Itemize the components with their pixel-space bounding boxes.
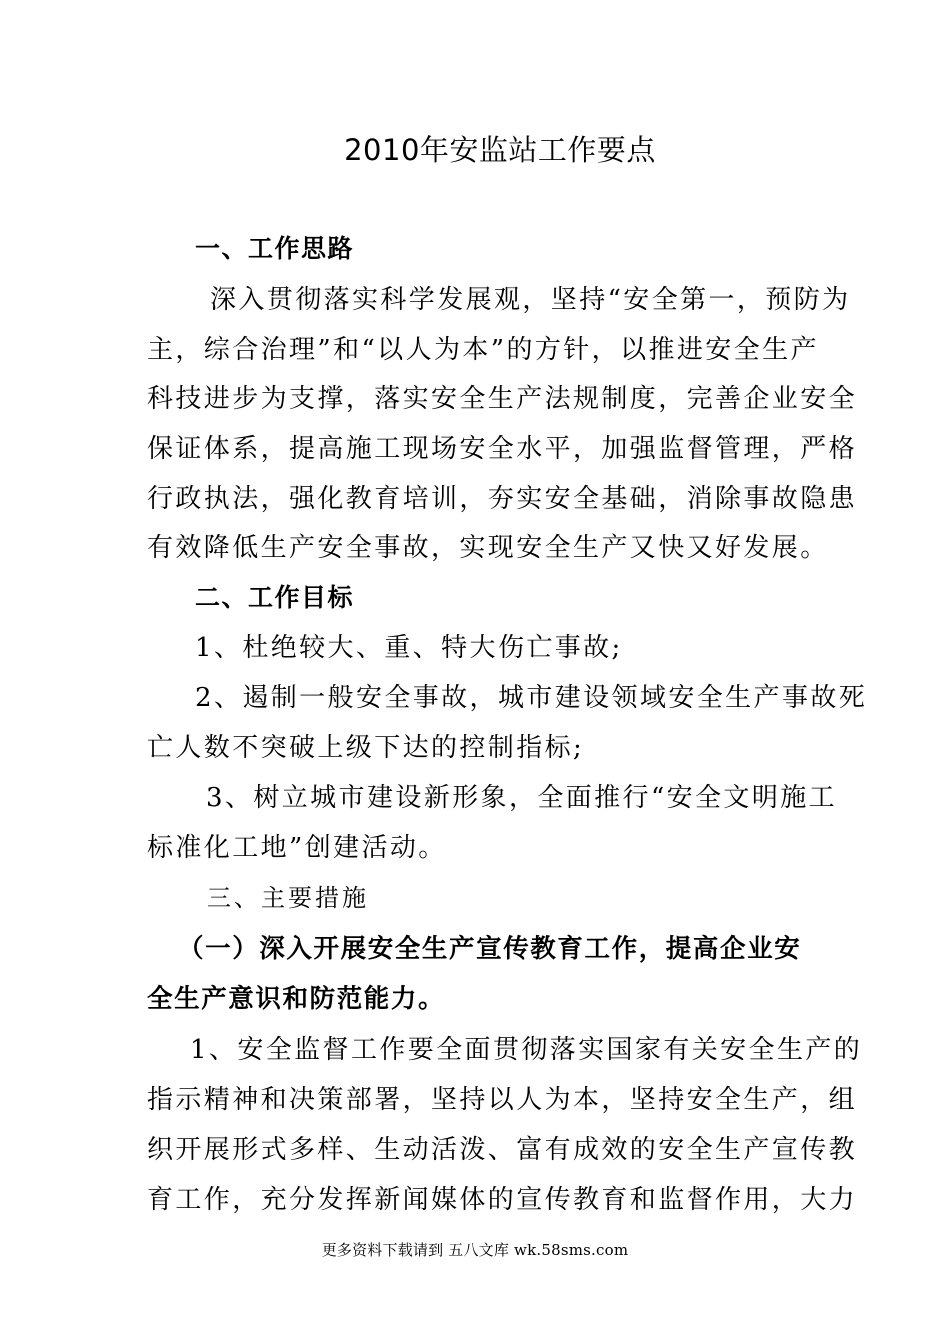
goal-item-continued: 标准化工地”创建活动。: [147, 833, 447, 863]
page-footer: 更多资料下载请到 五八文库 wk.58sms.com: [321, 1241, 629, 1259]
goal-item: 2、遏制一般安全事故，城市建设领域安全生产事故死: [195, 683, 868, 713]
measure-item-line: 织开展形式多样、生动活泼、富有成效的安全生产宣传教: [147, 1135, 858, 1165]
measure-item-line: 育工作，充分发挥新闻媒体的宣传教育和监督作用，大力: [147, 1185, 858, 1215]
goal-item-continued: 亡人数不突破上级下达的控制指标;: [147, 733, 585, 763]
paragraph-line: 保证体系，提高施工现场安全水平，加强监督管理，严格: [147, 434, 858, 464]
measure-item-line: 1、安全监督工作要全面贯彻落实国家有关安全生产的: [190, 1035, 863, 1065]
section-heading-goals: 二、工作目标: [195, 583, 355, 612]
section-heading-measures: 三、主要措施: [207, 884, 369, 912]
document-title: 2010年安监站工作要点: [344, 133, 656, 167]
subsection-heading: （一）深入开展安全生产宣传教育工作，提高企业安: [178, 934, 802, 964]
measure-item-line: 指示精神和决策部署，坚持以人为本，坚持安全生产，组: [147, 1085, 858, 1115]
section-heading-approach: 一、工作思路: [195, 234, 355, 263]
paragraph-line: 主，综合治理”和“以人为本”的方针，以推进安全生产: [147, 335, 819, 365]
paragraph-line: 行政执法，强化教育培训，夯实安全基础，消除事故隐患: [147, 484, 858, 514]
paragraph-line: 科技进步为支撑，落实安全生产法规制度，完善企业安全: [147, 384, 858, 414]
paragraph-line: 深入贯彻落实科学发展观，坚持“安全第一，预防为: [210, 285, 851, 315]
goal-item: 1、杜绝较大、重、特大伤亡事故;: [195, 633, 623, 663]
paragraph-line: 有效降低生产安全事故，实现安全生产又快又好发展。: [147, 533, 829, 563]
goal-item: 3、树立城市建设新形象，全面推行“安全文明施工: [206, 783, 838, 813]
subsection-heading-continued: 全生产意识和防范能力。: [147, 984, 446, 1014]
